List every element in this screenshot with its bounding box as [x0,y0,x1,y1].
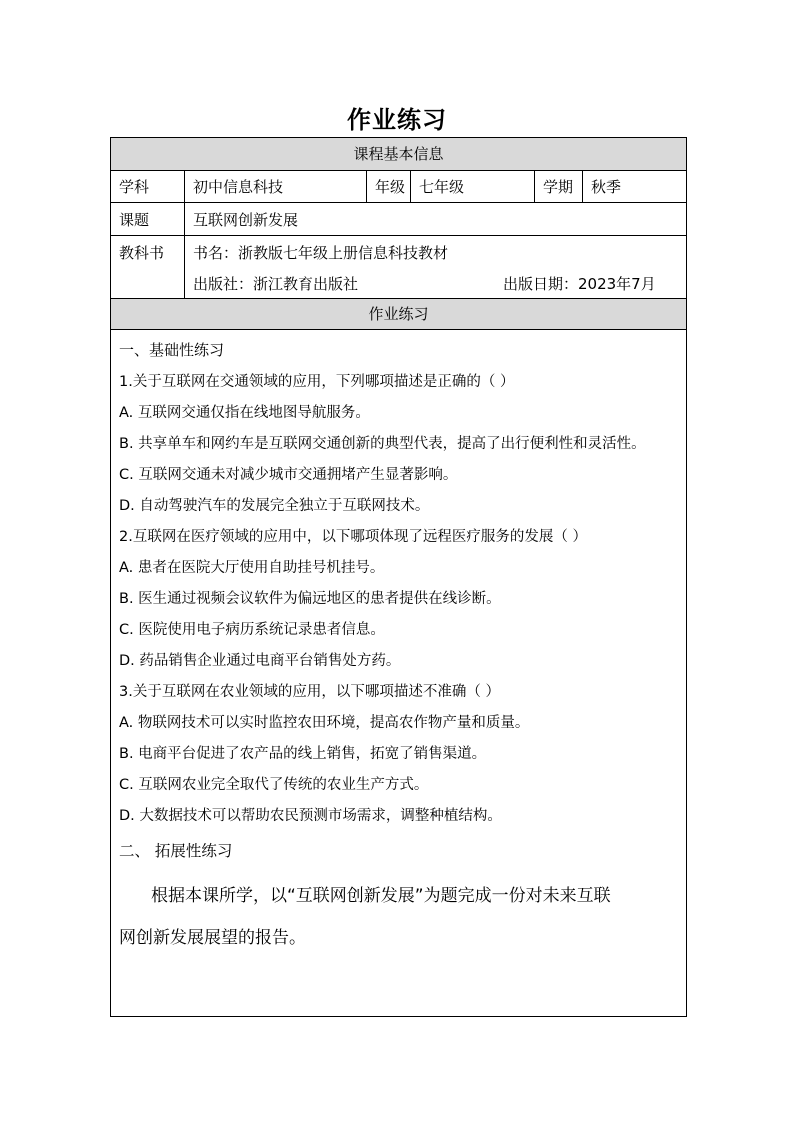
publisher: 出版社：浙江教育出版社 [193,275,359,293]
info-row-topic [111,203,686,236]
question-2-option-a: A. 患者在医院大厅使用自助挂号机挂号。 [119,560,385,576]
term-value: 秋季 [591,178,622,196]
question-3-option-b: B. 电商平台促进了农产品的线上销售，拓宽了销售渠道。 [119,746,487,762]
question-2-stem: 2.互联网在医疗领域的应用中，以下哪项体现了远程医疗服务的发展（ ） [119,529,587,545]
question-3-option-a: A. 物联网技术可以实时监控农田环境，提高农作物产量和质量。 [119,715,530,731]
term-label: 学期 [535,171,583,202]
info-row-textbook [111,236,686,299]
question-1-option-c: C. 互联网交通未对减少城市交通拥堵产生显著影响。 [119,467,458,483]
topic-label: 课题 [111,203,185,235]
topic-value: 互联网创新发展 [193,210,299,229]
question-1-stem: 1.关于互联网在交通领域的应用，下列哪项描述是正确的（ ） [119,374,515,390]
question-2-option-d: D. 药品销售企业通过电商平台销售处方药。 [119,653,401,669]
extension-task-line1: 根据本课所学，以“互联网创新发展”为题完成一份对未来互联 [151,886,611,906]
info-row-subject [111,171,686,203]
page-title: 作业练习 [347,106,447,134]
question-1-option-a: A. 互联网交通仅指在线地图导航服务。 [119,405,370,421]
question-3-option-d: D. 大数据技术可以帮助农民预测市场需求，调整种植结构。 [119,808,502,824]
grade-label: 年级 [367,171,411,202]
homework-header [111,299,686,330]
question-1-option-b: B. 共享单车和网约车是互联网交通创新的典型代表，提高了出行便利性和灵活性。 [119,436,646,452]
question-3-stem: 3.关于互联网在农业领域的应用，以下哪项描述不准确（ ） [119,684,500,700]
grade-value: 七年级 [411,171,535,202]
question-2-option-c: C. 医院使用电子病历系统记录患者信息。 [119,622,385,638]
question-2-option-b: B. 医生通过视频会议软件为偏远地区的患者提供在线诊断。 [119,591,501,607]
subject-value: 初中信息科技 [185,171,367,202]
subject-label: 学科 [111,171,185,202]
homework-body [111,330,686,1016]
question-3-option-c: C. 互联网农业完全取代了传统的农业生产方式。 [119,777,429,793]
homework-table [110,137,687,1017]
textbook-label: 教科书 [111,236,185,298]
homework-header-label: 作业练习 [368,305,429,323]
textbook-details [185,236,686,298]
section2-title: 二、 拓展性练习 [119,842,233,860]
course-info-header-label: 课程基本信息 [353,145,444,163]
publish-date: 出版日期：2023年7月 [503,275,656,293]
book-name: 书名：浙教版七年级上册信息科技教材 [193,244,449,262]
question-1-option-d: D. 自动驾驶汽车的发展完全独立于互联网技术。 [119,498,430,514]
section1-title: 一、基础性练习 [119,341,225,359]
extension-task-line2: 网创新发展展望的报告。 [119,928,306,948]
course-info-header [111,138,686,171]
